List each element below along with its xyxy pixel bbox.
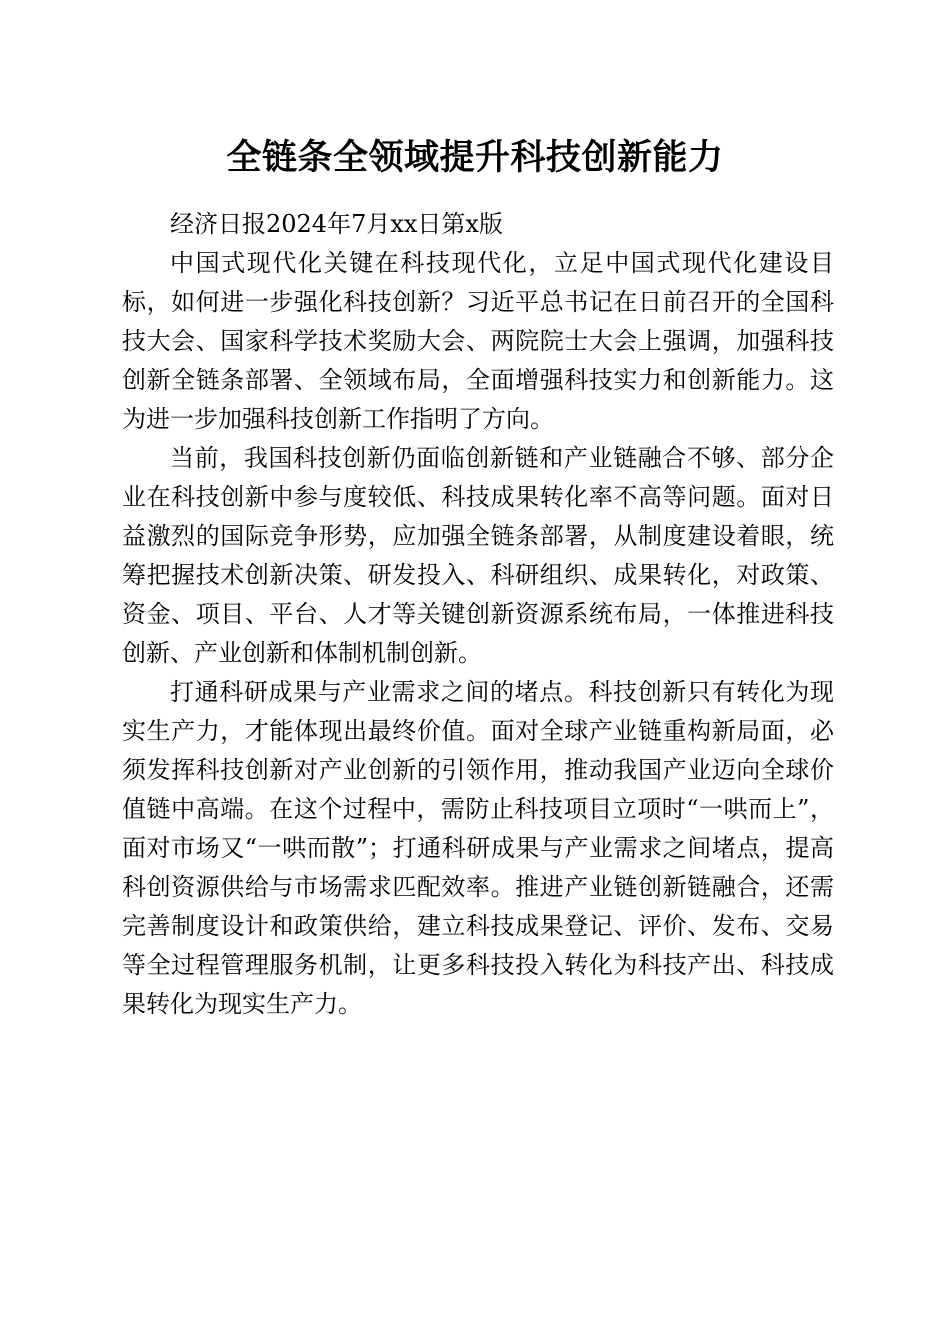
document-title: 全链条全领域提升科技创新能力 <box>226 137 724 178</box>
paragraph-1: 中国式现代化关键在科技现代化，立足中国式现代化建设目标，如何进一步强化科技创新？习近平总书记在日前召开的全国科技大会、国家科学技术奖励大会、两院院士大会上强调，加强科技创新全链条部署、全领域布局，全面增强科技实力和创新能力。这为进一步加强科技创新工作指明了方向。 <box>122 249 834 433</box>
document-body <box>122 205 834 1024</box>
paragraph-3: 打通科研成果与产业需求之间的堵点。科技创新只有转化为现实生产力，才能体现出最终价值。面对全球产业链重构新局面，必须发挥科技创新对产业创新的引领作用，推动我国产业迈向全球价值链中高端。在这个过程中，需防止科技项目立项时“一哄而上”，面对市场又“一哄而散”；打通科研成果与产业需求之间堵点，提高科创资源供给与市场需求匹配效率。推进产业链创新链融合，还需完善制度设计和政策供给，建立科技成果登记、评价、发布、交易等全过程管理服务机制，让更多科技投入转化为科技产出、科技成果转化为现实生产力。 <box>122 678 834 1018</box>
paragraph-2: 当前，我国科技创新仍面临创新链和产业链融合不够、部分企业在科技创新中参与度较低、科技成果转化率不高等问题。面对日益激烈的国际竞争形势，应加强全链条部署，从制度建设着眼，统筹把握技术创新决策、研发投入、科研组织、成果转化，对政策、资金、项目、平台、人才等关键创新资源系统布局，一体推进科技创新、产业创新和体制机制创新。 <box>122 444 834 667</box>
byline: 经济日报2024年7月xx日第x版 <box>170 210 503 238</box>
